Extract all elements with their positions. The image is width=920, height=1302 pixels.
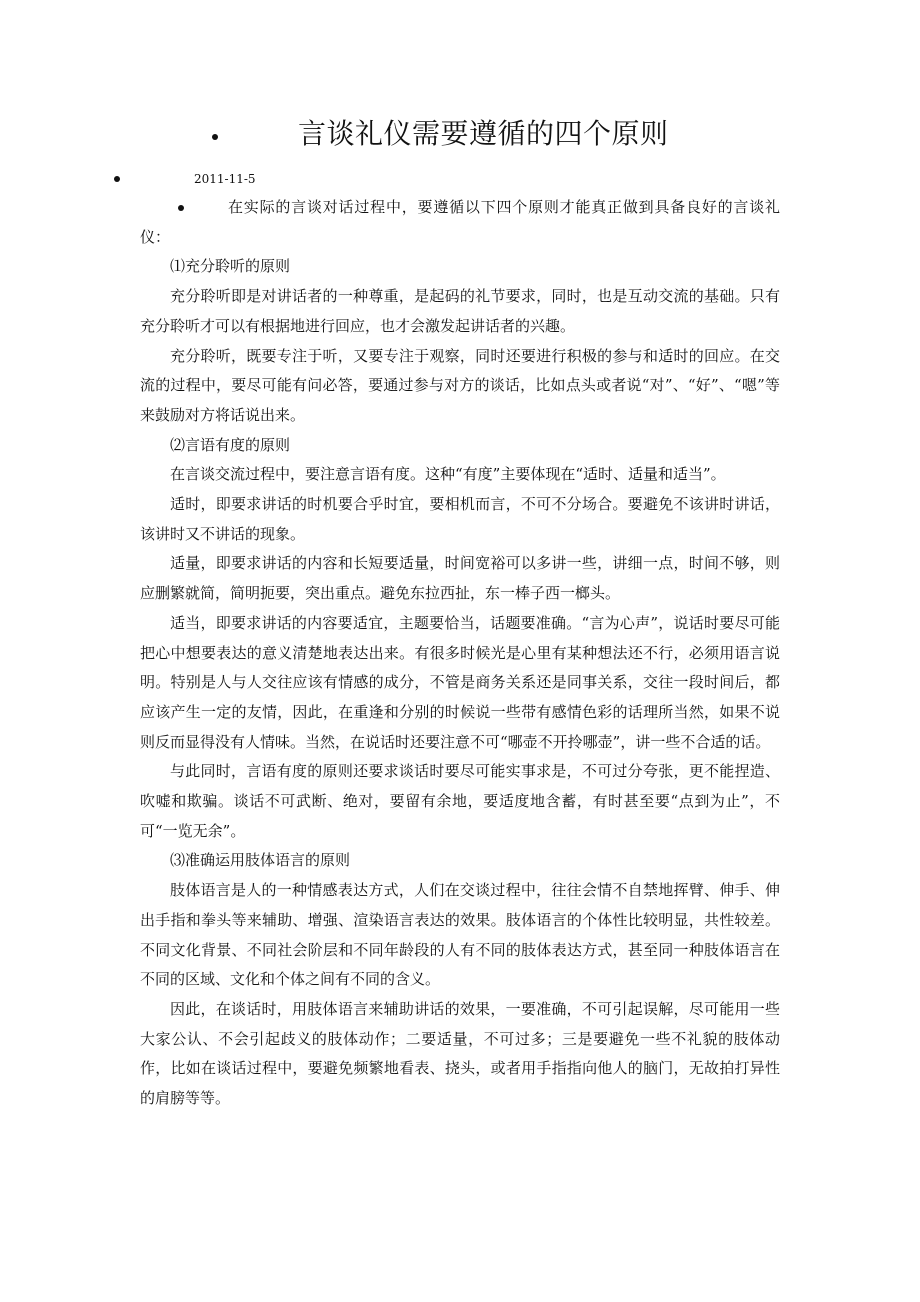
paragraph: 在言谈交流过程中，要注意言语有度。这种“有度”主要体现在“适时、适量和适当”。 <box>170 465 726 484</box>
paragraph: 适时，即要求讲话的时机要合乎时宜，要相机而言，不可不分场合。要避免不该讲时讲话，该讲时又不讲话的现象。 <box>140 495 780 543</box>
bullet-icon <box>178 205 184 211</box>
date-row <box>0 168 920 190</box>
paragraph: 充分聆听，既要专注于听，又要专注于观察，同时还要进行积极的参与和适时的回应。在交流的过程中，要尽可能有问必答，要通过参与对方的谈话，比如点头或者说“对”、“好”、“嗯”等来鼓励对方将话说出来。 <box>140 346 780 424</box>
paragraph: 与此同时，言语有度的原则还要求谈话时要尽可能实事求是，不可过分夸张，更不能捏造、吹嘘和欺骗。谈话不可武断、绝对，要留有余地，要适度地含蓄，有时甚至要“点到为止”，不可“一览无余”。 <box>140 762 780 840</box>
bullet-icon <box>114 176 120 182</box>
section-heading-3: ⑶准确运用肢体语言的原则 <box>170 851 351 870</box>
intro-text: 在实际的言谈对话过程中，要遵循以下四个原则才能真正做到具备良好的言谈礼仪： <box>140 198 780 246</box>
title-row <box>0 112 920 160</box>
document-body <box>140 193 780 1114</box>
paragraph: 充分聆听即是对讲话者的一种尊重，是起码的礼节要求，同时，也是互动交流的基础。只有充分聆听才可以有根据地进行回应，也才会激发起讲话者的兴趣。 <box>140 287 780 335</box>
intro-paragraph <box>140 193 780 252</box>
document-title: 言谈礼仪需要遵循的四个原则 <box>298 117 669 150</box>
paragraph: 适量，即要求讲话的内容和长短要适量，时间宽裕可以多讲一些，讲细一点，时间不够，则应删繁就简，简明扼要，突出重点。避免东拉西扯，东一棒子西一榔头。 <box>140 554 780 603</box>
section-heading-2: ⑵言语有度的原则 <box>170 435 291 454</box>
document-date: 2011-11-5 <box>194 172 256 186</box>
paragraph: 因此，在谈话时，用肢体语言来辅助讲话的效果，一要准确，不可引起误解，尽可能用一些大家公认、不会引起歧义的肢体动作；二要适量，不可过多；三是要避免一些不礼貌的肢体动作，比如在谈话过程中，要避免频繁地看表、挠头，或者用手指指向他人的脑门，无故拍打异性的肩膀等等。 <box>140 999 780 1108</box>
section-heading-1: ⑴充分聆听的原则 <box>170 257 291 276</box>
paragraph: 肢体语言是人的一种情感表达方式，人们在交谈过程中，往往会情不自禁地挥臂、伸手、伸出手指和拳头等来辅助、增强、渲染语言表达的效果。肢体语言的个体性比较明显，共性较差。不同文化背景、不同社会阶层和不同年龄段的人有不同的肢体表达方式，甚至同一种肢体语言在不同的区域、文化和个体之间有不同的含义。 <box>140 881 780 989</box>
paragraph: 适当，即要求讲话的内容要适宜，主题要恰当，话题要准确。“言为心声”，说话时要尽可能把心中想要表达的意义清楚地表达出来。有很多时候光是心里有某种想法还不行，必须用语言说明。特别是人与人交往应该有情感的成分，不管是商务关系还是同事关系，交往一段时间后，都应该产生一定的友情，因此，在重逢和分别的时候说一些带有感情色彩的话理所当然，如果不说则反而显得没有人情味。当然，在说话时还要注意不可“哪壶不开拎哪壶”，讲一些不合适的话。 <box>140 613 780 751</box>
bullet-icon <box>212 134 218 140</box>
